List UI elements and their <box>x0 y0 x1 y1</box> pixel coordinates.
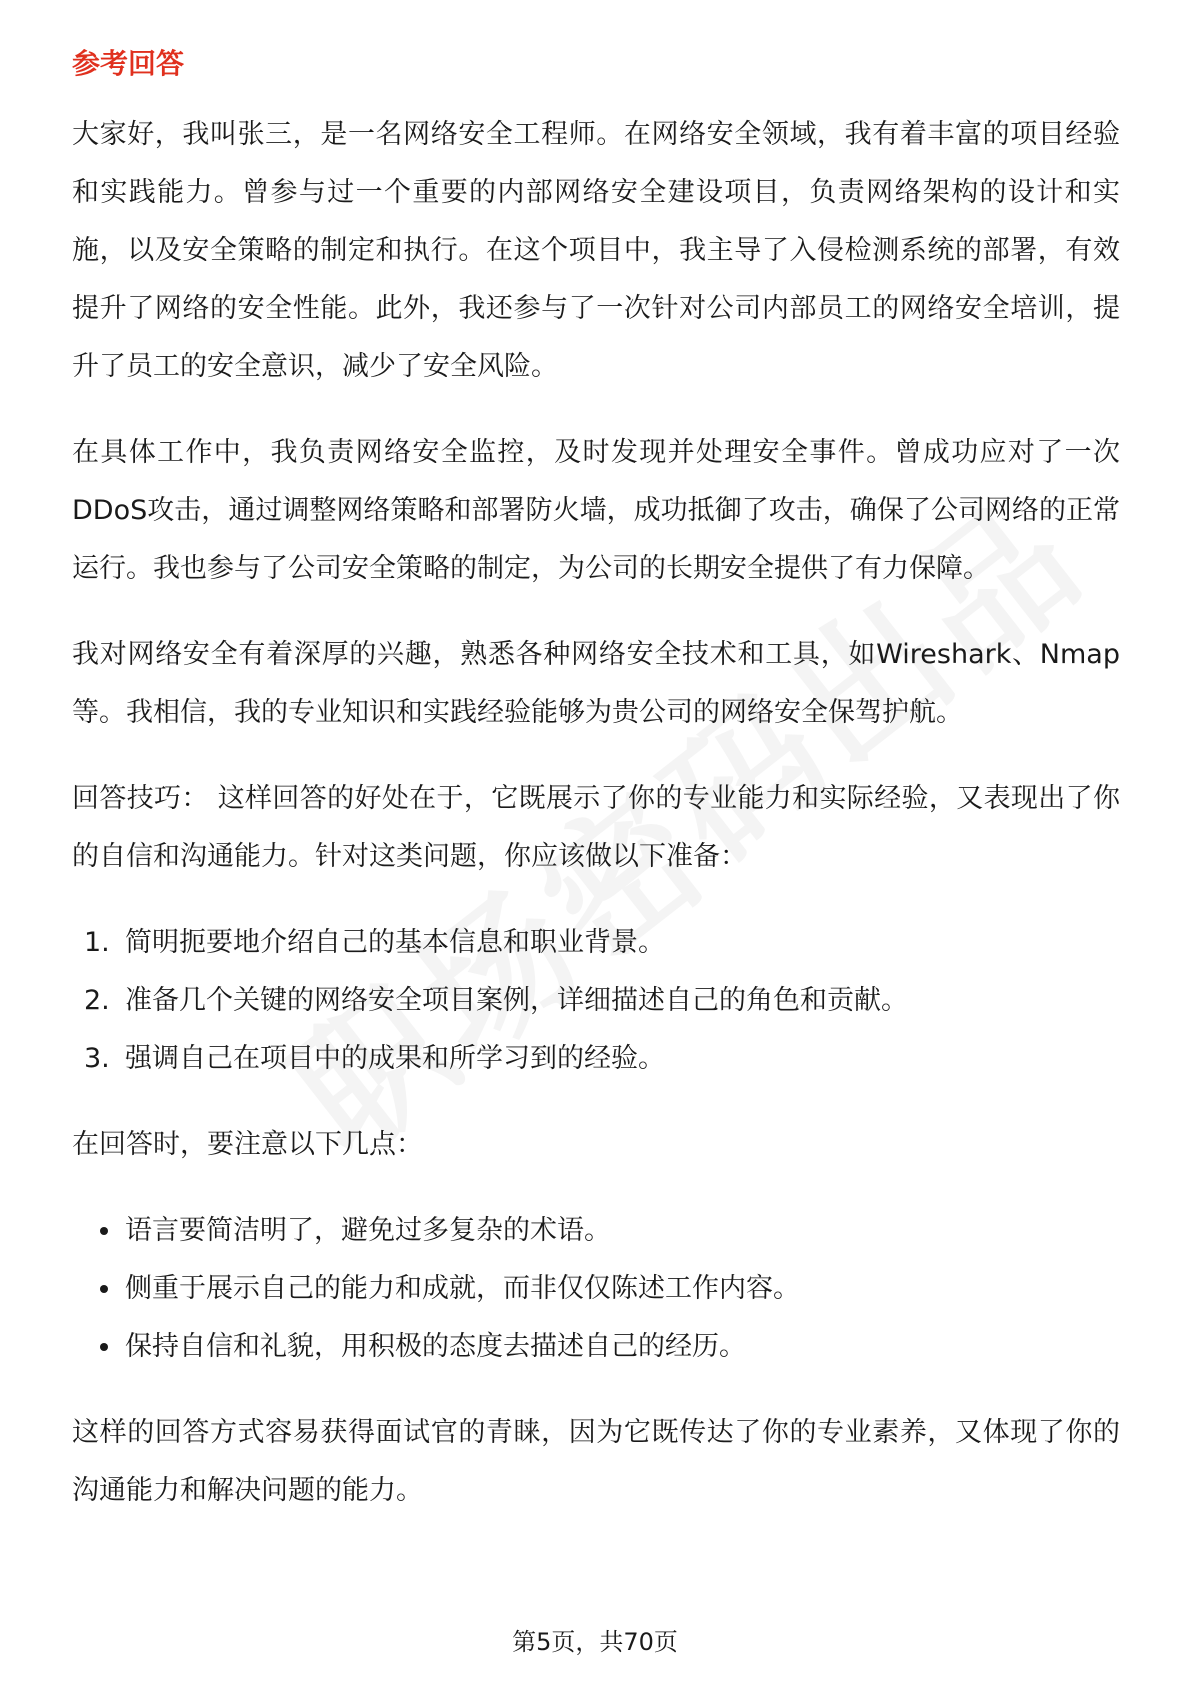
list-item <box>72 1030 1120 1088</box>
list-item-text: 准备几个关键的网络安全项目案例，详细描述自己的角色和贡献。 <box>125 985 908 1016</box>
bullet-item-text: 保持自信和礼貌，用积极的态度去描述自己的经历。 <box>125 1331 746 1362</box>
answer-paragraph-1: 大家好，我叫张三，是一名网络安全工程师。在网络安全领域，我有着丰富的项目经验和实践能力。曾参与过一个重要的内部网络安全建设项目，负责网络架构的设计和实施，以及安全策略的制定和执行。在这个项目中，我主导了入侵检测系统的部署，有效提升了网络的安全性能。此外，我还参与了一次针对公司内部员工的网络安全培训，提升了员工的安全意识，减少了安全风险。 <box>72 119 1120 382</box>
bullet-item-text: 侧重于展示自己的能力和成就，而非仅仅陈述工作内容。 <box>125 1273 800 1304</box>
list-item-text: 强调自己在项目中的成果和所学习到的经验。 <box>125 1043 665 1074</box>
answer-paragraph-2: 在具体工作中，我负责网络安全监控，及时发现并处理安全事件。曾成功应对了一次DDoS攻击，通过调整网络策略和部署防火墙，成功抵御了攻击，确保了公司网络的正常运行。我也参与了公司安全策略的制定，为公司的长期安全提供了有力保障。 <box>72 437 1120 584</box>
closing-paragraph: 这样的回答方式容易获得面试官的青睐，因为它既传达了你的专业素养，又体现了你的沟通能力和解决问题的能力。 <box>72 1417 1120 1506</box>
tips-paragraph: 回答技巧： 这样回答的好处在于，它既展示了你的专业能力和实际经验，又表现出了你的自信和沟通能力。针对这类问题，你应该做以下准备： <box>72 783 1120 872</box>
bullet-item-text: 语言要简洁明了，避免过多复杂的术语。 <box>125 1215 611 1246</box>
page-number: 第5页，共70页 <box>512 1628 678 1656</box>
list-item <box>72 914 1120 972</box>
document-page <box>72 44 1120 1548</box>
bullet-icon <box>100 1343 108 1351</box>
answer-paragraph-3: 我对网络安全有着深厚的兴趣，熟悉各种网络安全技术和工具，如Wireshark、Nmap等。我相信，我的专业知识和实践经验能够为贵公司的网络安全保驾护航。 <box>72 639 1120 728</box>
list-number: 3. <box>84 1043 110 1074</box>
list-item-text: 简明扼要地介绍自己的基本信息和职业背景。 <box>125 927 665 958</box>
numbered-list <box>72 914 1120 1088</box>
bullet-item <box>72 1260 1120 1318</box>
bullet-icon <box>100 1227 108 1235</box>
list-number: 2. <box>84 985 110 1016</box>
section-heading: 参考回答 <box>72 47 185 80</box>
bullet-list <box>72 1202 1120 1376</box>
bullet-item <box>72 1202 1120 1260</box>
bullet-item <box>72 1318 1120 1376</box>
notes-intro: 在回答时，要注意以下几点： <box>72 1129 423 1160</box>
bullet-icon <box>100 1285 108 1293</box>
list-number: 1. <box>84 927 110 958</box>
list-item <box>72 972 1120 1030</box>
